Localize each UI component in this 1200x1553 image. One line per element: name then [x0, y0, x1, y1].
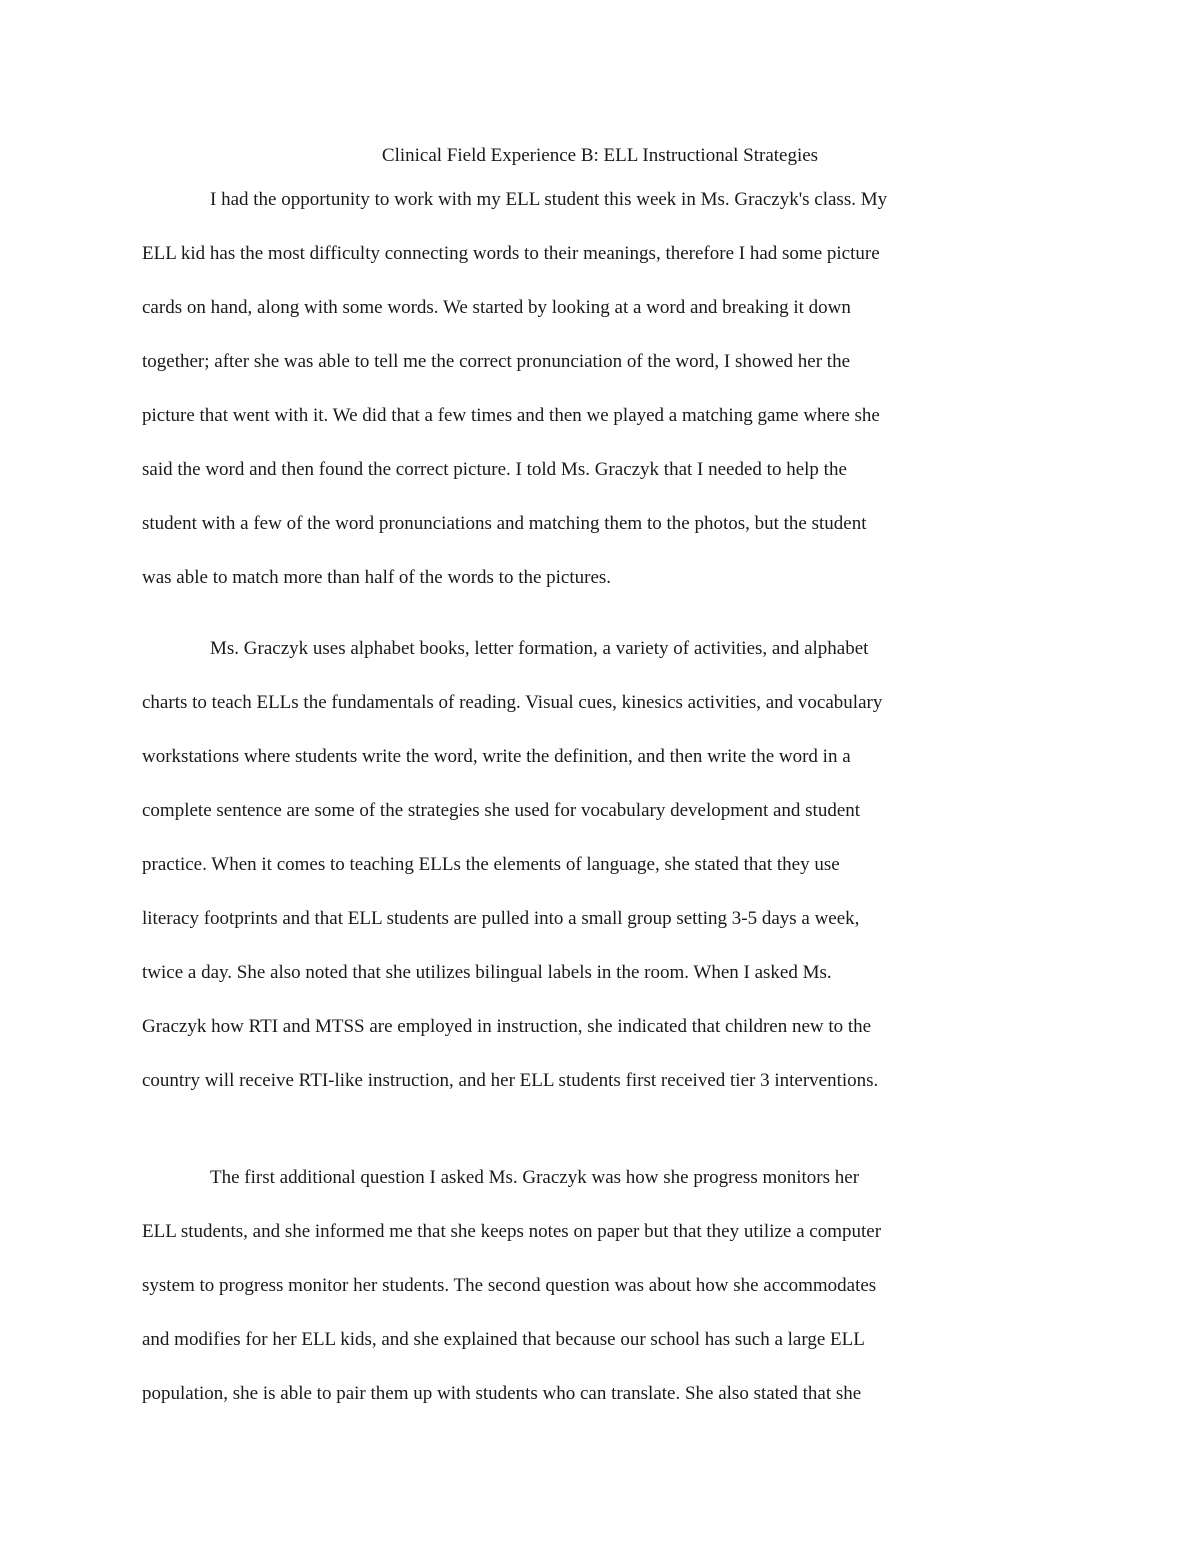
document-title: Clinical Field Experience B: ELL Instructional Strategies: [381, 145, 819, 166]
paragraph-1-line-8: was able to match more than half of the words to the pictures.: [142, 567, 612, 588]
paragraph-3-line-3: system to progress monitor her students. The second question was about how she accommodates: [142, 1275, 877, 1296]
paragraph-3-line-2: ELL students, and she informed me that she keeps notes on paper but that they utilize a computer: [142, 1221, 882, 1242]
paragraph-2-line-4: complete sentence are some of the strategies she used for vocabulary development and student: [142, 800, 861, 821]
paragraph-3-line-1: The first additional question I asked Ms. Graczyk was how she progress monitors her: [210, 1167, 860, 1188]
paragraph-3-line-5: population, she is able to pair them up with students who can translate. She also stated that she: [142, 1383, 862, 1404]
paragraph-3-line-4: and modifies for her ELL kids, and she explained that because our school has such a large ELL: [142, 1329, 865, 1350]
paragraph-2-line-6: literacy footprints and that ELL students are pulled into a small group setting 3-5 days a week,: [142, 908, 860, 929]
paragraph-2-line-9: country will receive RTI-like instruction, and her ELL students first received tier 3 interventions.: [142, 1070, 879, 1091]
paragraph-1-line-7: student with a few of the word pronunciations and matching them to the photos, but the student: [142, 513, 867, 534]
paragraph-1-line-3: cards on hand, along with some words. We started by looking at a word and breaking it down: [142, 297, 851, 318]
paragraph-2-line-7: twice a day. She also noted that she utilizes bilingual labels in the room. When I asked Ms.: [142, 962, 832, 983]
paragraph-1-line-1: I had the opportunity to work with my ELL student this week in Ms. Graczyk's class. My: [210, 189, 888, 210]
paragraph-2-line-8: Graczyk how RTI and MTSS are employed in instruction, she indicated that children new to the: [142, 1016, 872, 1037]
paragraph-1-line-5: picture that went with it. We did that a few times and then we played a matching game where she: [142, 405, 880, 426]
paragraph-2-line-1: Ms. Graczyk uses alphabet books, letter formation, a variety of activities, and alphabet: [210, 638, 869, 659]
paragraph-1-line-2: ELL kid has the most difficulty connecting words to their meanings, therefore I had some picture: [142, 243, 880, 264]
paragraph-1-line-4: together; after she was able to tell me the correct pronunciation of the word, I showed her the: [142, 351, 851, 372]
paragraph-2-line-5: practice. When it comes to teaching ELLs the elements of language, she stated that they use: [142, 854, 840, 875]
paragraph-2-line-2: charts to teach ELLs the fundamentals of reading. Visual cues, kinesics activities, and vocabulary: [142, 692, 883, 713]
paragraph-1-line-6: said the word and then found the correct picture. I told Ms. Graczyk that I needed to help the: [142, 459, 847, 480]
paragraph-2-line-3: workstations where students write the word, write the definition, and then write the word in a: [142, 746, 851, 767]
